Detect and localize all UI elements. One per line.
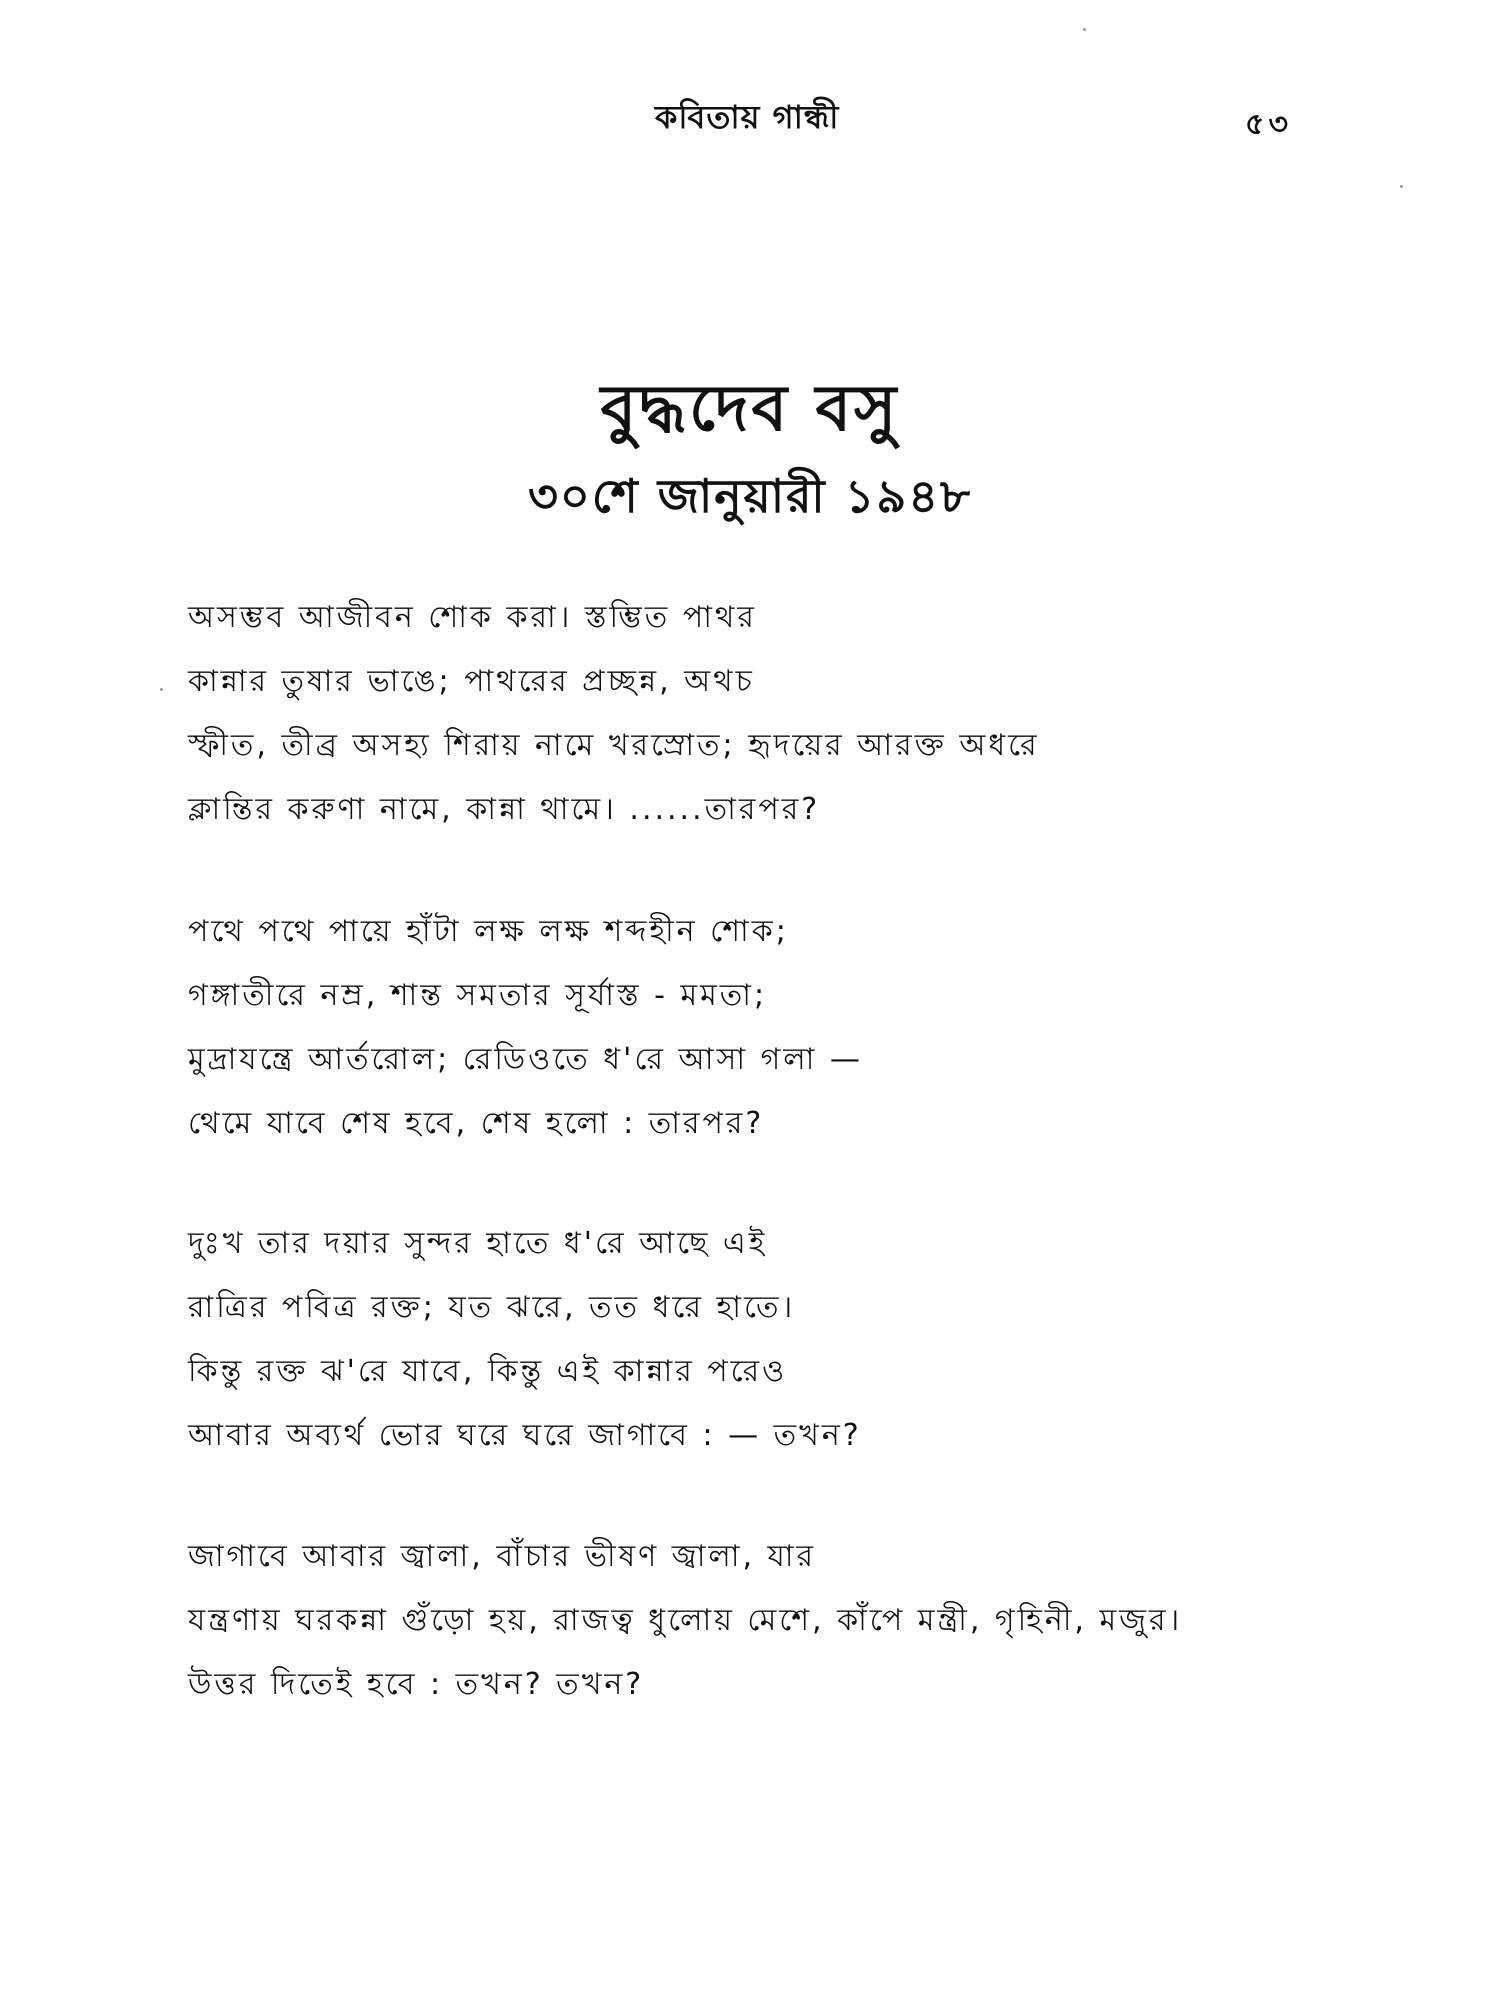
running-header: কবিতায় গান্ধী (655, 98, 840, 136)
poem-line: জাগাবে আবার জ্বালা, বাঁচার ভীষণ জ্বালা, যার (188, 1539, 817, 1574)
poem-line: যন্ত্রণায় ঘরকন্না গুঁড়ো হয়, রাজত্ব ধুলোয় মেশে, কাঁপে মন্ত্রী, গৃহিনী, মজুর। (188, 1603, 1183, 1638)
poem-line: কিন্তু রক্ত ঝ'রে যাবে, কিন্তু এই কান্নার পরেও (188, 1354, 788, 1389)
poem-line: ক্লান্তির করুণা নামে, কান্না থামে। ......তারপর? (188, 792, 821, 827)
poem-line: গঙ্গাতীরে নম্র, শান্ত সমতার সূর্যাস্ত - মমতা; (188, 978, 768, 1013)
stanza-2 (188, 900, 863, 1156)
poem-line: আবার অব্যর্থ ভোর ঘরে ঘরে জাগাবে : — তখন? (188, 1418, 862, 1453)
poem-line: মুদ্রাযন্ত্রে আর্তরোল; রেডিওতে ধ'রে আসা গলা — (188, 1042, 863, 1077)
scan-speck (1400, 185, 1403, 188)
poem-line: কান্নার তুষার ভাঙে; পাথরের প্রচ্ছন্ন, অথচ (188, 664, 755, 699)
scan-speck (160, 688, 163, 691)
page-number: ৫৩ (1245, 107, 1292, 142)
poem-line: থেমে যাবে শেষ হবে, শেষ হলো : তারপর? (188, 1106, 765, 1141)
poem-line: উত্তর দিতেই হবে : তখন? তখন? (188, 1667, 645, 1702)
poem-line: পথে পথে পায়ে হাঁটা লক্ষ লক্ষ শব্দহীন শোক; (188, 914, 789, 949)
scan-speck (1083, 28, 1086, 31)
poem-line: স্ফীত, তীব্র অসহ্য শিরায় নামে খরস্রোত; হৃদয়ের আরক্ত অধরে (188, 728, 1040, 763)
stanza-3 (188, 1212, 862, 1468)
poem-line: রাত্রির পবিত্র রক্ত; যত ঝরে, তত ধরে হাতে। (188, 1290, 796, 1325)
poem-author: বুদ্ধদেব বসু (600, 372, 900, 446)
stanza-1 (188, 586, 1040, 842)
poem-line: অসম্ভব আজীবন শোক করা। স্তম্ভিত পাথর (188, 600, 757, 635)
poem-title: ৩০শে জানুয়ারী ১৯৪৮ (528, 469, 972, 523)
stanza-4 (188, 1525, 1182, 1717)
poem-line: দুঃখ তার দয়ার সুন্দর হাতে ধ'রে আছে এই (188, 1226, 768, 1261)
